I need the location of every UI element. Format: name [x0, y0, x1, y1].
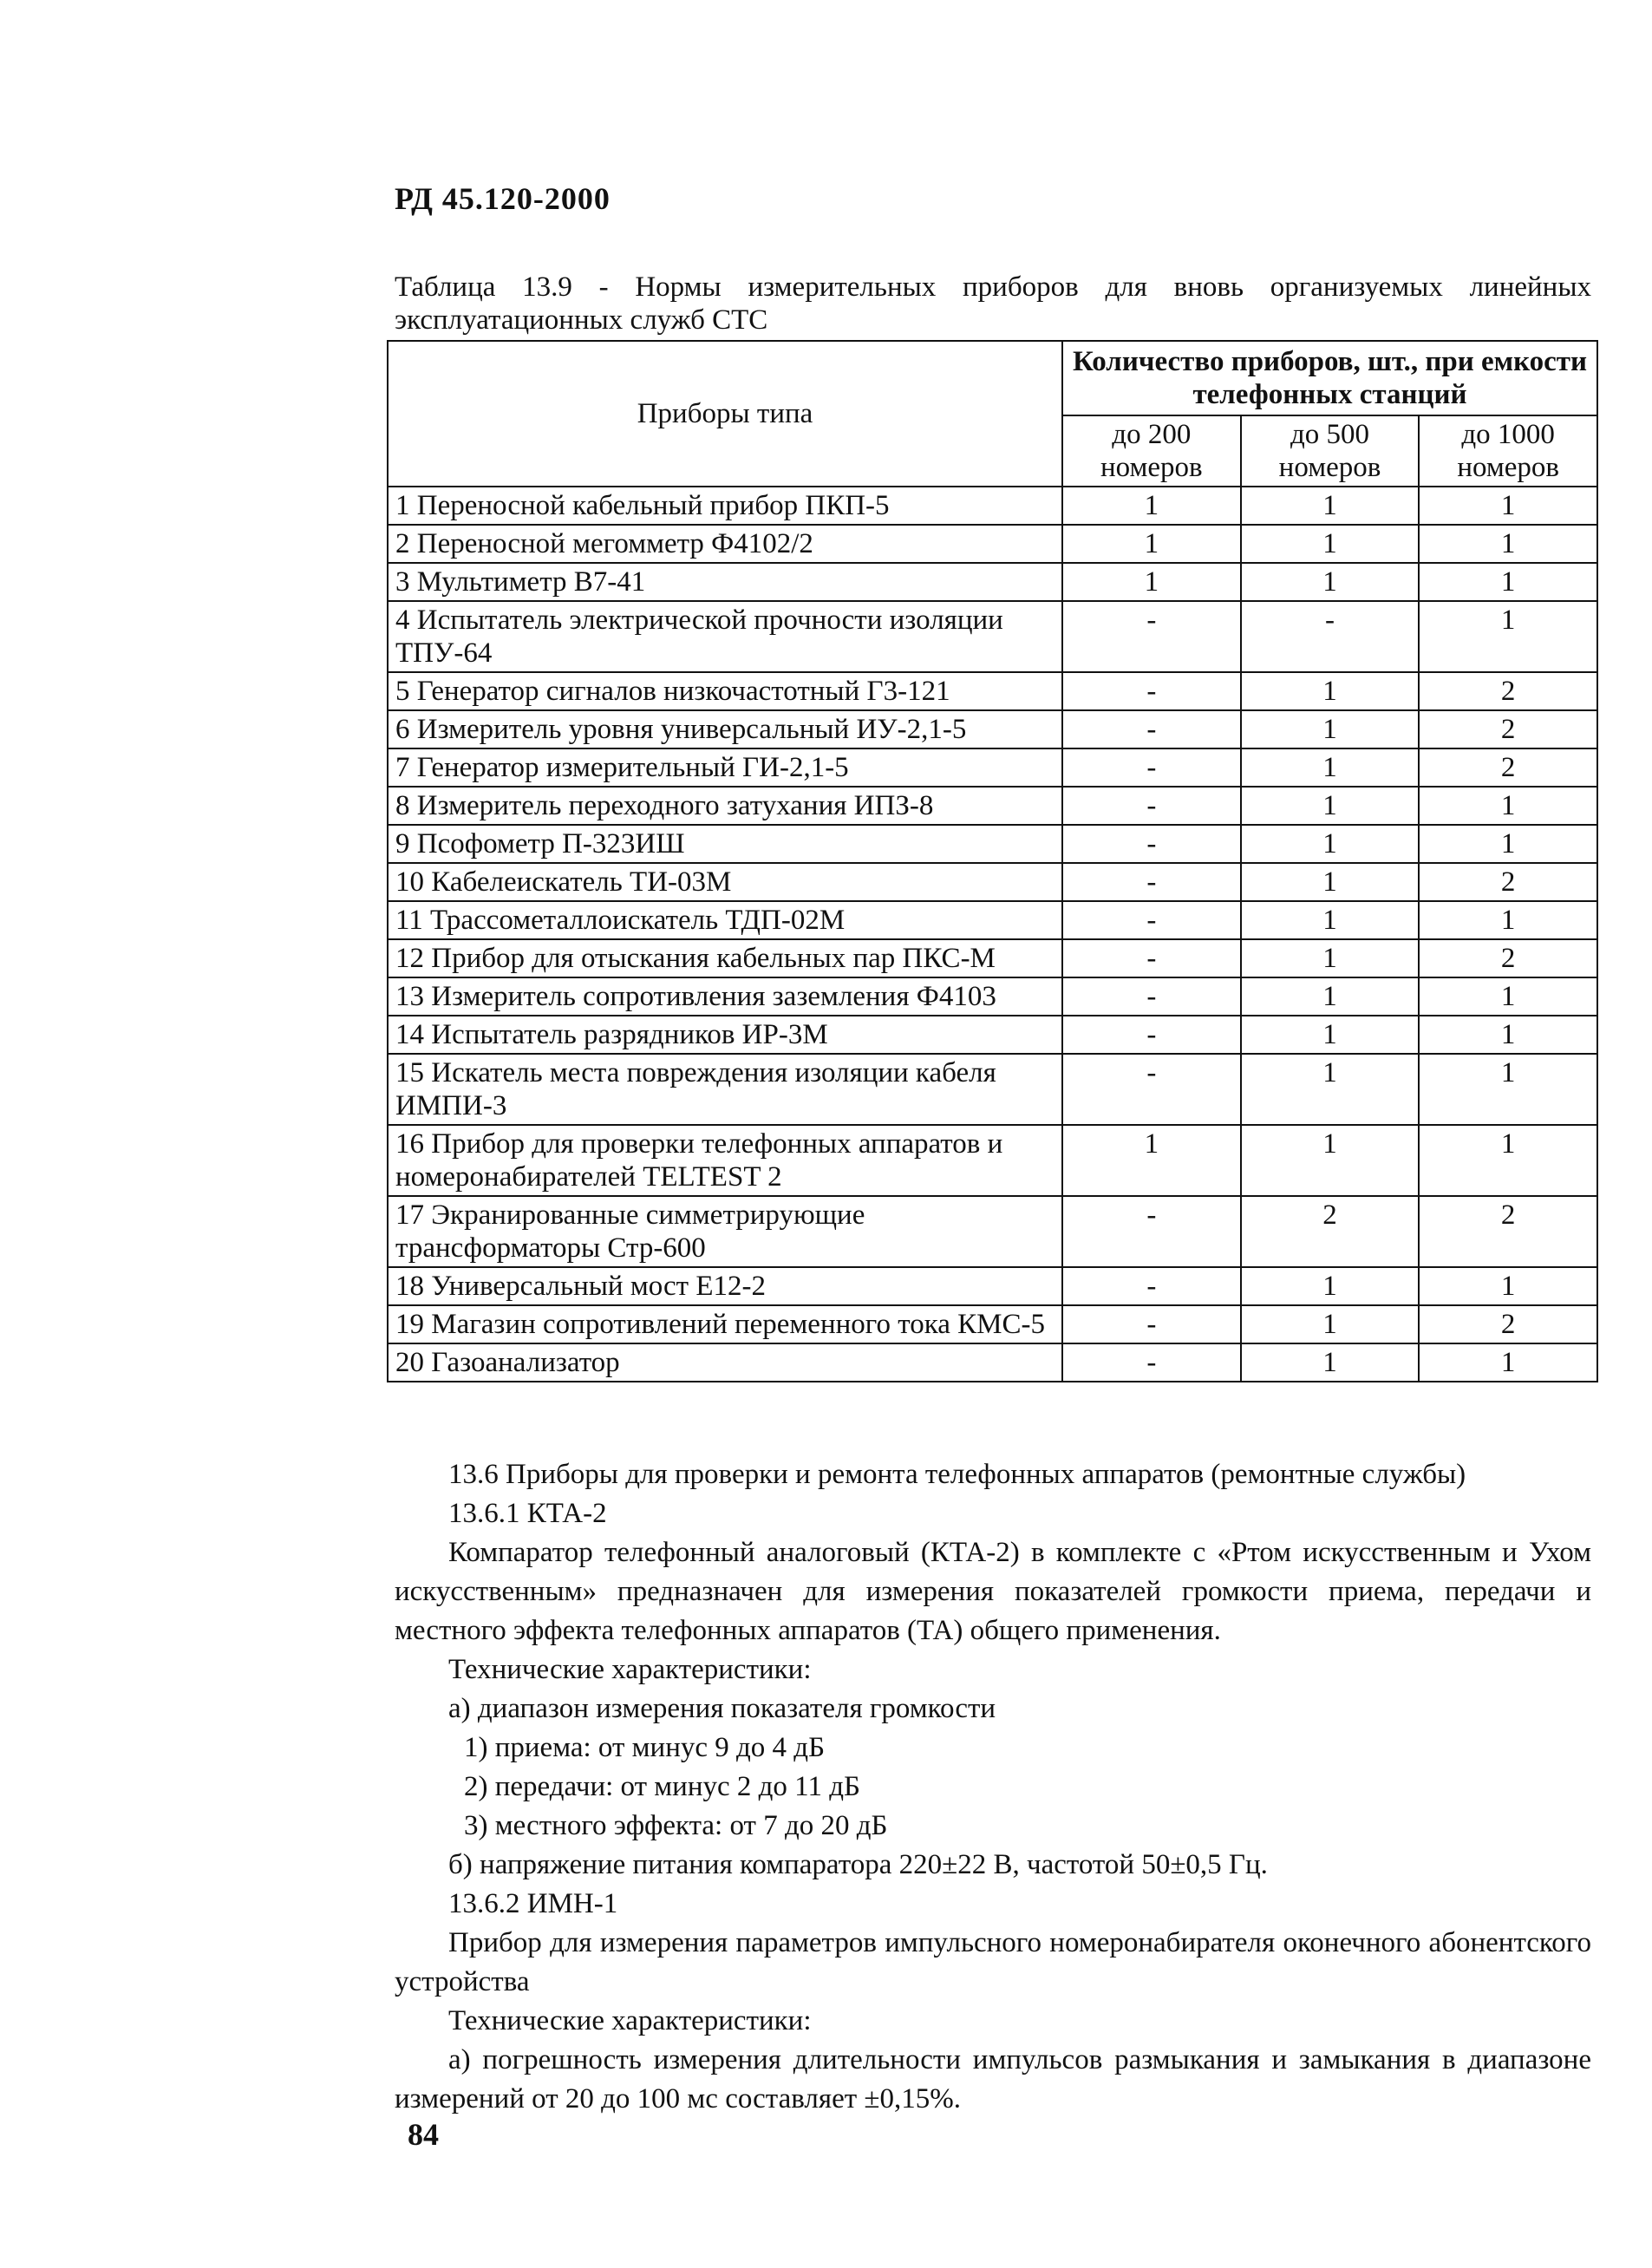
table-row: [388, 825, 1597, 863]
list-item: а) диапазон измерения показателя громкости: [448, 1693, 996, 1724]
instrument-name: 14 Испытатель разрядников ИР-3М: [388, 1016, 1062, 1054]
instrument-name: 6 Измеритель уровня универсальный ИУ-2,1-5: [388, 710, 1062, 748]
qty-500: 1: [1241, 487, 1420, 525]
table-caption: Таблица 13.9 - Нормы измерительных приборов для вновь организуемых линейных эксплуатационных служб СТС: [395, 271, 1591, 336]
instrument-name: 16 Прибор для проверки телефонных аппаратов и номеронабирателей TELTEST 2: [388, 1125, 1062, 1196]
qty-500: 1: [1241, 939, 1420, 977]
table-row: [388, 563, 1597, 601]
table-row: [388, 710, 1597, 748]
table-header-row: [388, 341, 1597, 415]
header-quantity-group: Количество приборов, шт., при емкости телефонных станций: [1062, 341, 1597, 415]
list-item: 2) передачи: от минус 2 до 11 дБ: [464, 1771, 860, 1802]
page-number: 84: [408, 2117, 439, 2152]
document-code: РД 45.120-2000: [395, 181, 611, 216]
instrument-name: 3 Мультиметр В7-41: [388, 563, 1062, 601]
table-row: [388, 1125, 1597, 1196]
table-row: [388, 1267, 1597, 1305]
table-row: [388, 601, 1597, 672]
header-col-500: до 500 номеров: [1241, 415, 1420, 487]
instrument-name: 11 Трассометаллоискатель ТДП-02М: [388, 901, 1062, 939]
table-row: [388, 1305, 1597, 1343]
subsection-heading: 13.6.2 ИМН-1: [448, 1888, 618, 1919]
table-row: [388, 1196, 1597, 1267]
instrument-name: 18 Универсальный мост Е12-2: [388, 1267, 1062, 1305]
qty-500: 2: [1241, 1196, 1420, 1267]
section-heading: 13.6 Приборы для проверки и ремонта телефонных аппаратов (ремонтные службы): [448, 1459, 1466, 1490]
table-row: [388, 901, 1597, 939]
qty-500: 1: [1241, 1016, 1420, 1054]
qty-1000: 1: [1419, 825, 1597, 863]
qty-1000: 1: [1419, 1125, 1597, 1196]
qty-200: -: [1062, 710, 1241, 748]
instrument-name: 12 Прибор для отыскания кабельных пар ПКС-М: [388, 939, 1062, 977]
list-item: б) напряжение питания компаратора 220±22 В, частотой 50±0,5 Гц.: [448, 1849, 1268, 1880]
qty-500: 1: [1241, 748, 1420, 787]
qty-1000: 1: [1419, 1267, 1597, 1305]
instrument-name: 15 Искатель места повреждения изоляции кабеля ИМПИ-3: [388, 1054, 1062, 1125]
table-row: [388, 748, 1597, 787]
table-row: [388, 1343, 1597, 1382]
table-row: [388, 787, 1597, 825]
qty-1000: 2: [1419, 672, 1597, 710]
table-row: [388, 863, 1597, 901]
section-13-6: [395, 1455, 1591, 2119]
qty-200: 1: [1062, 525, 1241, 563]
qty-500: 1: [1241, 672, 1420, 710]
qty-1000: 1: [1419, 787, 1597, 825]
table-row: [388, 525, 1597, 563]
qty-500: 1: [1241, 1125, 1420, 1196]
instruments-table: [387, 340, 1598, 1382]
qty-200: -: [1062, 863, 1241, 901]
qty-200: -: [1062, 748, 1241, 787]
qty-500: -: [1241, 601, 1420, 672]
table-row: [388, 672, 1597, 710]
qty-200: -: [1062, 825, 1241, 863]
qty-200: 1: [1062, 487, 1241, 525]
qty-200: -: [1062, 1267, 1241, 1305]
instrument-name: 1 Переносной кабельный прибор ПКП-5: [388, 487, 1062, 525]
header-instrument-type: Приборы типа: [388, 341, 1062, 487]
qty-1000: 1: [1419, 977, 1597, 1016]
paragraph: Прибор для измерения параметров импульсного номеронабирателя оконечного абонентского устройства: [395, 1927, 1591, 1997]
qty-200: -: [1062, 901, 1241, 939]
qty-500: 1: [1241, 563, 1420, 601]
instrument-name: 8 Измеритель переходного затухания ИПЗ-8: [388, 787, 1062, 825]
qty-200: -: [1062, 601, 1241, 672]
qty-1000: 1: [1419, 601, 1597, 672]
qty-1000: 2: [1419, 710, 1597, 748]
list-item: а) погрешность измерения длительности импульсов размыкания и замыкания в диапазоне измерений от 20 до 100 мс составляет ±0,15%.: [395, 2044, 1591, 2114]
instrument-name: 10 Кабелеискатель ТИ-03М: [388, 863, 1062, 901]
instrument-name: 19 Магазин сопротивлений переменного тока КМС-5: [388, 1305, 1062, 1343]
table-row: [388, 487, 1597, 525]
table-row: [388, 977, 1597, 1016]
table-row: [388, 939, 1597, 977]
qty-500: 1: [1241, 787, 1420, 825]
table-row: [388, 1016, 1597, 1054]
qty-200: -: [1062, 1305, 1241, 1343]
instrument-name: 7 Генератор измерительный ГИ-2,1-5: [388, 748, 1062, 787]
qty-500: 1: [1241, 525, 1420, 563]
qty-500: 1: [1241, 710, 1420, 748]
qty-1000: 2: [1419, 1305, 1597, 1343]
qty-1000: 1: [1419, 563, 1597, 601]
instrument-name: 9 Псофометр П-323ИШ: [388, 825, 1062, 863]
qty-200: -: [1062, 1016, 1241, 1054]
instrument-name: 2 Переносной мегомметр Ф4102/2: [388, 525, 1062, 563]
instrument-name: 4 Испытатель электрической прочности изоляции ТПУ-64: [388, 601, 1062, 672]
paragraph: Технические характеристики:: [448, 1654, 812, 1685]
qty-1000: 2: [1419, 748, 1597, 787]
subsection-heading: 13.6.1 КТА-2: [448, 1498, 607, 1529]
paragraph: Технические характеристики:: [448, 2005, 812, 2036]
qty-200: -: [1062, 939, 1241, 977]
qty-200: -: [1062, 672, 1241, 710]
qty-500: 1: [1241, 863, 1420, 901]
list-item: 3) местного эффекта: от 7 до 20 дБ: [464, 1810, 888, 1841]
table-row: [388, 1054, 1597, 1125]
list-item: 1) приема: от минус 9 до 4 дБ: [464, 1732, 826, 1763]
qty-500: 1: [1241, 1305, 1420, 1343]
qty-1000: 1: [1419, 525, 1597, 563]
qty-200: -: [1062, 977, 1241, 1016]
qty-1000: 1: [1419, 1343, 1597, 1382]
table-body: [388, 487, 1597, 1382]
instrument-name: 20 Газоанализатор: [388, 1343, 1062, 1382]
qty-200: 1: [1062, 1125, 1241, 1196]
qty-500: 1: [1241, 977, 1420, 1016]
qty-500: 1: [1241, 1267, 1420, 1305]
qty-500: 1: [1241, 901, 1420, 939]
qty-1000: 1: [1419, 1016, 1597, 1054]
instrument-name: 5 Генератор сигналов низкочастотный Г3-121: [388, 672, 1062, 710]
qty-1000: 1: [1419, 487, 1597, 525]
qty-200: -: [1062, 1343, 1241, 1382]
qty-500: 1: [1241, 1054, 1420, 1125]
qty-500: 1: [1241, 1343, 1420, 1382]
qty-200: 1: [1062, 563, 1241, 601]
qty-1000: 2: [1419, 863, 1597, 901]
qty-500: 1: [1241, 825, 1420, 863]
header-col-1000: до 1000 номеров: [1419, 415, 1597, 487]
qty-200: -: [1062, 787, 1241, 825]
instrument-name: 17 Экранированные симметрирующие трансформаторы Стр-600: [388, 1196, 1062, 1267]
instrument-name: 13 Измеритель сопротивления заземления Ф4103: [388, 977, 1062, 1016]
paragraph: Компаратор телефонный аналоговый (КТА-2) в комплекте с «Ртом искусственным и Ухом искусственным» предназначен для измерения показателей громкости приема, передачи и местного эффекта телефонных аппаратов (ТА) общего применения.: [395, 1537, 1591, 1646]
qty-1000: 2: [1419, 1196, 1597, 1267]
qty-200: -: [1062, 1196, 1241, 1267]
qty-1000: 1: [1419, 1054, 1597, 1125]
qty-1000: 1: [1419, 901, 1597, 939]
qty-200: -: [1062, 1054, 1241, 1125]
header-col-200: до 200 номеров: [1062, 415, 1241, 487]
qty-1000: 2: [1419, 939, 1597, 977]
